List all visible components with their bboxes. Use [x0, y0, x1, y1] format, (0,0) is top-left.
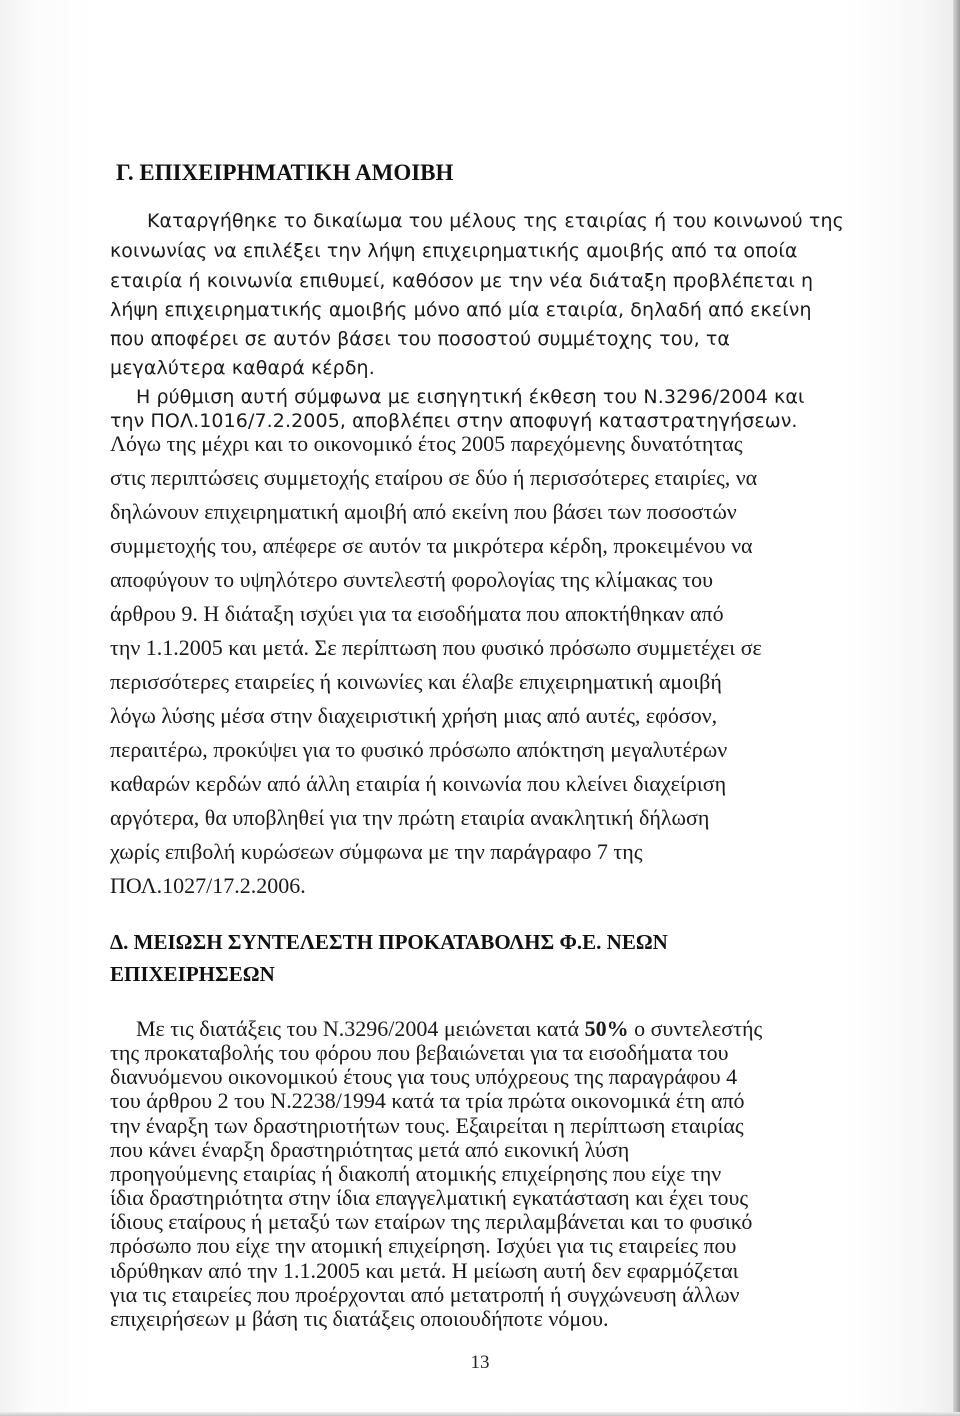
paragraph-line: Καταργήθηκε το δικαίωμα του μέλους της εταιρίας ή του κοινωνού της [147, 210, 844, 232]
paragraph-line: προηγούμενης εταιρίας ή διακοπή ατομικής επιχείρησης που είχε την [110, 1160, 722, 1186]
percentage-emphasis: 50% [584, 1016, 629, 1041]
paragraph-line: την ΠΟΛ.1016/7.2.2005, αποβλέπει στην αποφυγή καταστρατηγήσεων. [110, 410, 798, 432]
paragraph-line: ΠΟΛ.1027/17.2.2006. [110, 873, 306, 898]
paragraph-line: πρόσωπο που είχε την ατομική επιχείρηση. Ισχύει για τις εταιρείες που [110, 1233, 737, 1259]
paragraph-line: λήψη επιχειρηματικής αμοιβής μόνο από μία εταιρία, δηλαδή από εκείνη [110, 299, 812, 321]
paragraph-line: του άρθρου 2 του Ν.2238/1994 κατά τα τρία πρώτα οικονομικά έτη από [110, 1088, 745, 1114]
paragraph-line: ίδιους εταίρους ή μεταξύ των εταίρων της περιλαμβάνεται και το φυσικό [110, 1209, 753, 1235]
paragraph-line: αποφύγουν το υψηλότερο συντελεστή φορολογίας της κλίμακας του [110, 567, 714, 592]
paragraph-line: την 1.1.2005 και μετά. Σε περίπτωση που φυσικό πρόσωπο συμμετέχει σε [110, 635, 762, 660]
page-bottom-shadow [0, 1412, 960, 1416]
paragraph-line: στις περιπτώσεις συμμετοχής εταίρου σε δύο ή περισσότερες εταιρίες, να [110, 465, 758, 490]
paragraph-line: αργότερα, θα υποβληθεί για την πρώτη εταιρία ανακλητική δήλωση [110, 805, 710, 830]
paragraph-line: χωρίς επιβολή κυρώσεων σύμφωνα με την παράγραφο 7 της [110, 839, 643, 864]
paragraph-line: καθαρών κερδών από άλλη εταιρία ή κοινωνία που κλείνει διαχείριση [110, 771, 727, 796]
paragraph-line: συμμετοχής του, απέφερε σε αυτόν τα μικρότερα κέρδη, προκειμένου να [110, 533, 753, 558]
section-d-heading-line-1: Δ. ΜΕΙΩΣΗ ΣΥΝΤΕΛΕΣΤΗ ΠΡΟΚΑΤΑΒΟΛΗΣ Φ.Ε. ΝΕΩΝ [110, 930, 668, 954]
text-run: Με τις διατάξεις του Ν.3296/2004 μειώνεται κατά [136, 1016, 585, 1041]
paragraph-line: για τις εταιρείες που προέρχονται από μετατροπή ή συγχώνευση άλλων [110, 1281, 740, 1307]
paragraph-line: της προκαταβολής του φόρου που βεβαιώνεται για τα εισοδήματα του [110, 1040, 729, 1066]
paragraph-line: ιδρύθηκαν από την 1.1.2005 και μετά. Η μείωση αυτή δεν εφαρμόζεται [110, 1257, 739, 1283]
paragraph-line: περαιτέρω, προκύψει για το φυσικό πρόσωπο απόκτηση μεγαλυτέρων [110, 737, 728, 762]
paragraph-line: επιχειρήσεων μ βάση τις διατάξεις οποιουδήποτε νόμου. [110, 1305, 609, 1331]
paragraph-line: διανυόμενου οικονομικού έτους για τους υπόχρεους της παραγράφου 4 [110, 1064, 738, 1090]
section-g-heading: Γ. ΕΠΙΧΕΙΡΗΜΑΤΙΚΗ ΑΜΟΙΒΗ [116, 160, 454, 185]
paragraph-line: εταιρία ή κοινωνία επιθυμεί, καθόσον με την νέα διάταξη προβλέπεται η [110, 270, 814, 292]
paragraph-line: που κάνει έναρξη δραστηριότητας μετά από εικονική λύση [110, 1136, 630, 1162]
page-edge-shadow [953, 0, 960, 1416]
paragraph-first-line [136, 1016, 762, 1042]
page-number: 13 [470, 1352, 490, 1373]
paragraph-line: περισσότερες εταιρείες ή κοινωνίες και έλαβε επιχειρηματική αμοιβή [110, 669, 722, 694]
paragraph-line: Η ρύθμιση αυτή σύμφωνα με εισηγητική έκθεση του Ν.3296/2004 και [136, 386, 805, 408]
paragraph-line: την έναρξη των δραστηριοτήτων τους. Εξαιρείται η περίπτωση εταιρίας [110, 1112, 744, 1138]
paragraph-line: δηλώνουν επιχειρηματική αμοιβή από εκείνη που βάσει των ποσοστών [110, 499, 737, 524]
paragraph-line: Λόγω της μέχρι και το οικονομικό έτος 2005 παρεχόμενης δυνατότητας [110, 431, 743, 456]
text-run: ο συντελεστής [628, 1016, 763, 1041]
paragraph-line: μεγαλύτερα καθαρά κέρδη. [110, 357, 375, 379]
paragraph-line: ίδια δραστηριότητα στην ίδια επαγγελματική εγκατάσταση και έχει τους [110, 1185, 749, 1211]
section-d-heading-line-2: ΕΠΙΧΕΙΡΗΣΕΩΝ [110, 962, 275, 986]
paragraph-line: λόγω λύσης μέσα στην διαχειριστική χρήση μιας από αυτές, εφόσον, [110, 703, 718, 728]
paragraph-line: άρθρου 9. Η διάταξη ισχύει για τα εισοδήματα που αποκτήθηκαν από [110, 601, 724, 626]
paragraph-line: κοινωνίας να επιλέξει την λήψη επιχειρηματικής αμοιβής από τα οποία [110, 240, 798, 262]
paragraph-line: που αποφέρει σε αυτόν βάσει του ποσοστού συμμέτοχης του, τα [110, 328, 731, 350]
